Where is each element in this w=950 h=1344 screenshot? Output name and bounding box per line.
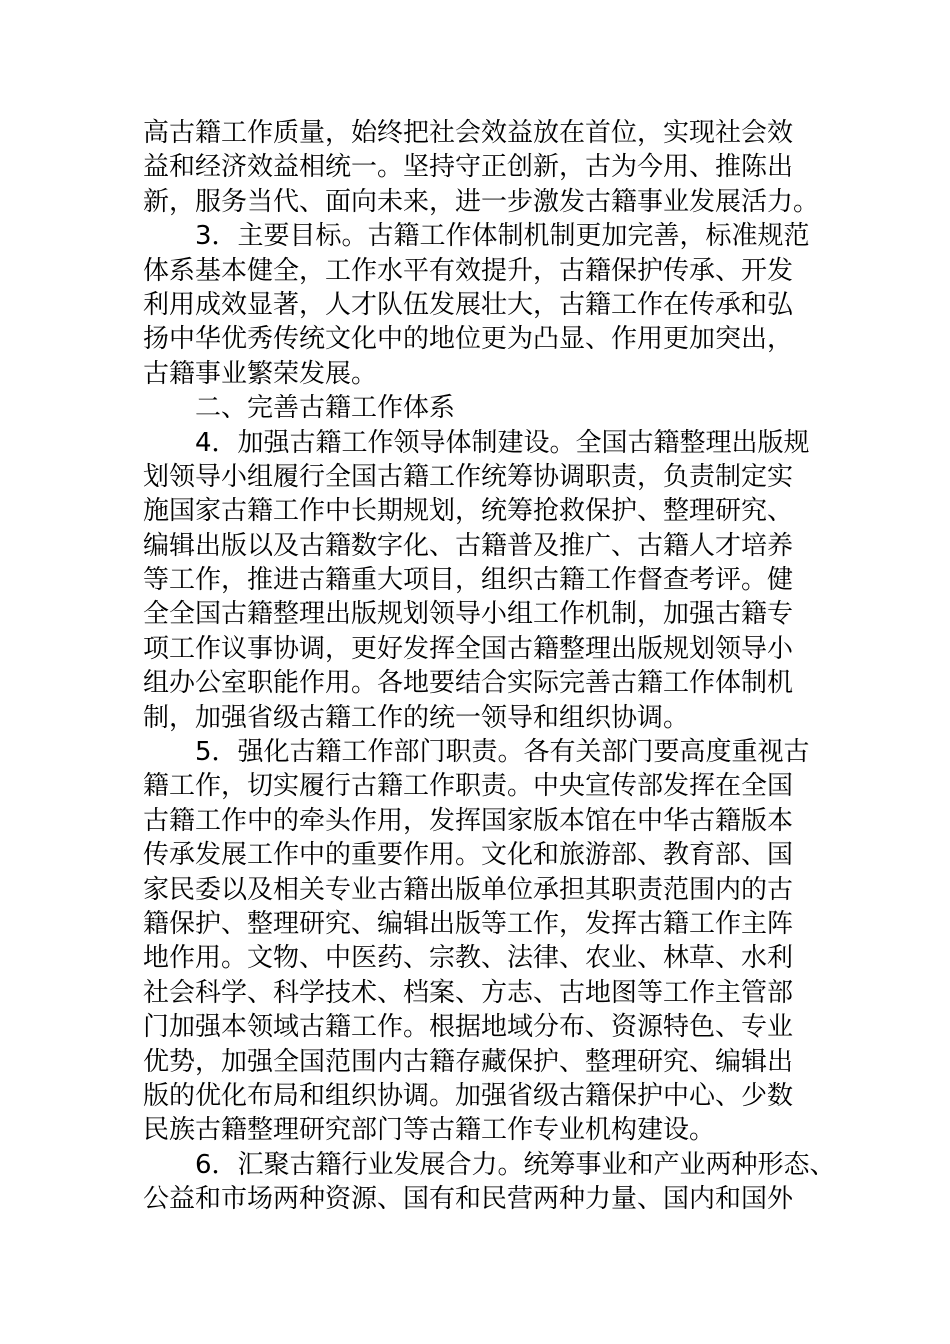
paragraph-first-line: 3．主要目标。古籍工作体制机制更加完善，标准规范	[195, 221, 810, 252]
paragraph-line: 益和经济效益相统一。坚持守正创新，古为今用、推陈出	[143, 152, 794, 183]
paragraph-line: 利用成效显著，人才队伍发展壮大，古籍工作在传承和弘	[143, 289, 794, 320]
paragraph-line: 扬中华优秀传统文化中的地位更为凸显、作用更加突出，	[143, 324, 794, 355]
paragraph-line: 公益和市场两种资源、国有和民营两种力量、国内和国外	[143, 1184, 794, 1215]
document-body	[143, 116, 836, 1217]
paragraph-line: 门加强本领域古籍工作。根据地域分布、资源特色、专业	[143, 1012, 794, 1043]
paragraph-line: 版的优化布局和组织协调。加强省级古籍保护中心、少数	[143, 1080, 794, 1111]
paragraph-line: 体系基本健全，工作水平有效提升，古籍保护传承、开发	[143, 255, 794, 286]
paragraph-line: 社会科学、科学技术、档案、方志、古地图等工作主管部	[143, 977, 794, 1008]
paragraph-line: 籍保护、整理研究、编辑出版等工作，发挥古籍工作主阵	[143, 908, 794, 939]
paragraph-line: 传承发展工作中的重要作用。文化和旅游部、教育部、国	[143, 840, 794, 871]
paragraph-line: 编辑出版以及古籍数字化、古籍普及推广、古籍人才培养	[143, 530, 794, 561]
paragraph-line: 施国家古籍工作中长期规划，统筹抢救保护、整理研究、	[143, 496, 794, 527]
paragraph-first-line: 5．强化古籍工作部门职责。各有关部门要高度重视古	[195, 737, 810, 768]
paragraph-line: 等工作，推进古籍重大项目，组织古籍工作督查考评。健	[143, 565, 794, 596]
paragraph-line: 组办公室职能作用。各地要结合实际完善古籍工作体制机	[143, 668, 794, 699]
paragraph-line: 古籍工作中的牵头作用，发挥国家版本馆在中华古籍版本	[143, 805, 794, 836]
paragraph-first-line: 6．汇聚古籍行业发展合力。统筹事业和产业两种形态、	[195, 1149, 836, 1180]
document-page	[143, 116, 836, 1217]
paragraph-first-line: 二、完善古籍工作体系	[195, 393, 456, 424]
paragraph-line: 划领导小组履行全国古籍工作统筹协调职责，负责制定实	[143, 461, 794, 492]
paragraph-first-line: 4．加强古籍工作领导体制建设。全国古籍整理出版规	[195, 427, 810, 458]
paragraph-line: 制，加强省级古籍工作的统一领导和组织协调。	[143, 702, 690, 733]
paragraph-line: 籍工作，切实履行古籍工作职责。中央宣传部发挥在全国	[143, 771, 794, 802]
paragraph-line: 家民委以及相关专业古籍出版单位承担其职责范围内的古	[143, 874, 794, 905]
paragraph-line: 古籍事业繁荣发展。	[143, 358, 378, 389]
paragraph-line: 高古籍工作质量，始终把社会效益放在首位，实现社会效	[143, 118, 794, 148]
paragraph-line: 民族古籍整理研究部门等古籍工作专业机构建设。	[143, 1115, 716, 1146]
paragraph-line: 全全国古籍整理出版规划领导小组工作机制，加强古籍专	[143, 599, 794, 630]
paragraph-line: 项工作议事协调，更好发挥全国古籍整理出版规划领导小	[143, 633, 794, 664]
paragraph-line: 新，服务当代、面向未来，进一步激发古籍事业发展活力。	[143, 186, 820, 217]
paragraph-line: 优势，加强全国范围内古籍存藏保护、整理研究、编辑出	[143, 1046, 794, 1077]
paragraph-line: 地作用。文物、中医药、宗教、法律、农业、林草、水利	[143, 943, 794, 974]
